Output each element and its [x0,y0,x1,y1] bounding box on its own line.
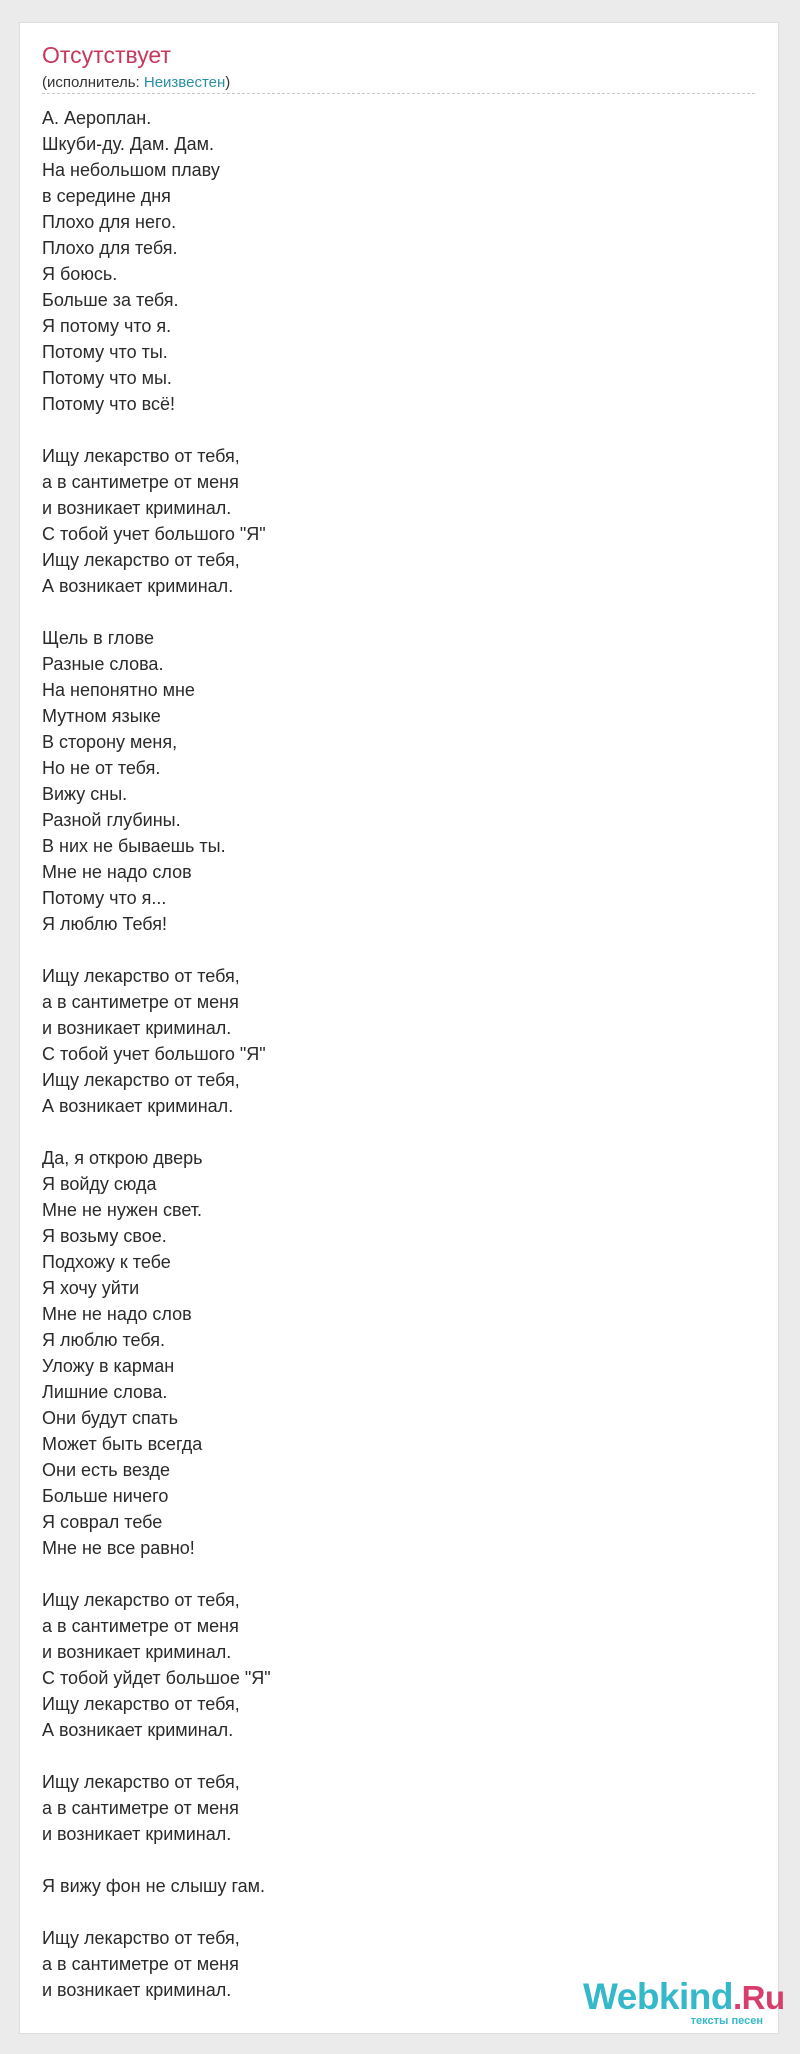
lyric-line: Я вижу фон не слышу гам. [42,1876,266,1896]
lyric-line: Лишние слова. [42,1382,168,1402]
artist-line [42,74,230,91]
logo-tagline: тексты песен [690,2015,763,2027]
lyric-line: Мне не все равно! [42,1538,195,1558]
lyric-line: Потому что я... [42,888,167,908]
lyric-line: Я войду сюда [42,1174,157,1194]
lyric-line: Я возьму свое. [42,1226,167,1246]
lyric-line: Мутном языке [42,706,161,726]
lyric-line: а в сантиметре от меня [42,992,239,1012]
lyric-line: Я люблю тебя. [42,1330,166,1350]
lyric-line: Да, я открою дверь [42,1148,203,1168]
lyric-line: Уложу в карман [42,1356,175,1376]
lyric-line: Потому что всё! [42,394,175,414]
lyric-line: и возникает криминал. [42,1018,232,1038]
lyric-line: а в сантиметре от меня [42,1798,239,1818]
lyric-line: Я боюсь. [42,264,118,284]
lyric-line: Я соврал тебе [42,1512,163,1532]
stanza-gap [42,1847,742,1873]
lyric-line: Я люблю Тебя! [42,914,167,934]
lyric-line: и возникает криминал. [42,1980,232,2000]
lyrics-card [19,22,785,2034]
lyric-line: а в сантиметре от меня [42,1616,239,1636]
lyric-line: Ищу лекарство от тебя, [42,1928,240,1948]
lyric-line: Больше ничего [42,1486,169,1506]
stanza-gap [42,1743,742,1769]
site-logo[interactable] [583,1976,785,2030]
lyric-line: Плохо для него. [42,212,177,232]
song-title: Отсутствует [42,42,171,68]
lyric-line: На непонятно мне [42,680,195,700]
stanza-gap [42,937,742,963]
lyric-line: Они есть везде [42,1460,170,1480]
lyric-line: и возникает криминал. [42,1824,232,1844]
lyric-line: Я потому что я. [42,316,172,336]
lyric-line: Потому что ты. [42,342,168,362]
stanza-gap [42,1119,742,1145]
logo-brand-tld: .Ru [733,1979,785,2016]
lyric-line: Ищу лекарство от тебя, [42,550,240,570]
artist-link[interactable]: Неизвестен [143,74,226,91]
lyric-line: а в сантиметре от меня [42,1954,239,1974]
lyric-line: А возникает криминал. [42,1096,234,1116]
lyric-line: Мне не надо слов [42,862,192,882]
lyric-line: На небольшом плаву [42,160,220,180]
stanza-gap [42,417,742,443]
lyric-line: Может быть всегда [42,1434,203,1454]
lyric-line: Плохо для тебя. [42,238,178,258]
lyrics-body [42,105,742,2003]
lyric-line: Подхожу к тебе [42,1252,171,1272]
lyric-line: Ищу лекарство от тебя, [42,1694,240,1714]
lyric-line: Они будут спать [42,1408,179,1428]
lyric-line: Больше за тебя. [42,290,179,310]
lyric-line: А. Аероплан. [42,108,152,128]
lyric-line: а в сантиметре от меня [42,472,239,492]
stanza-gap [42,1899,742,1925]
artist-suffix: ) [225,74,231,91]
lyric-line: Но не от тебя. [42,758,161,778]
logo-wordmark [583,1976,785,2018]
lyric-line: Ищу лекарство от тебя, [42,446,240,466]
lyric-line: С тобой учет большого "Я" [42,524,266,544]
lyric-line: В сторону меня, [42,732,178,752]
artist-prefix: (исполнитель: [42,74,144,91]
lyric-line: Щель в глове [42,628,154,648]
lyric-line: Потому что мы. [42,368,172,388]
lyric-line: Ищу лекарство от тебя, [42,1590,240,1610]
lyric-line: С тобой учет большого "Я" [42,1044,266,1064]
lyric-line: в середине дня [42,186,171,206]
lyric-line: Шкуби-ду. Дам. Дам. [42,134,214,154]
lyric-line: А возникает криминал. [42,576,234,596]
lyric-line: Вижу сны. [42,784,128,804]
lyric-line: Ищу лекарство от тебя, [42,1772,240,1792]
lyric-line: Разной глубины. [42,810,181,830]
header-divider [42,93,755,94]
lyric-line: С тобой уйдет большое "Я" [42,1668,271,1688]
lyric-line: Разные слова. [42,654,164,674]
lyric-line: Ищу лекарство от тебя, [42,966,240,986]
lyric-line: Мне не нужен свет. [42,1200,203,1220]
logo-brand-main: Webkind [583,1976,733,2017]
lyric-line: и возникает криминал. [42,1642,232,1662]
stanza-gap [42,1561,742,1587]
stanza-gap [42,599,742,625]
lyric-line: Я хочу уйти [42,1278,140,1298]
lyric-line: А возникает криминал. [42,1720,234,1740]
lyric-line: и возникает криминал. [42,498,232,518]
lyric-line: Мне не надо слов [42,1304,192,1324]
lyric-line: Ищу лекарство от тебя, [42,1070,240,1090]
lyric-line: В них не бываешь ты. [42,836,226,856]
